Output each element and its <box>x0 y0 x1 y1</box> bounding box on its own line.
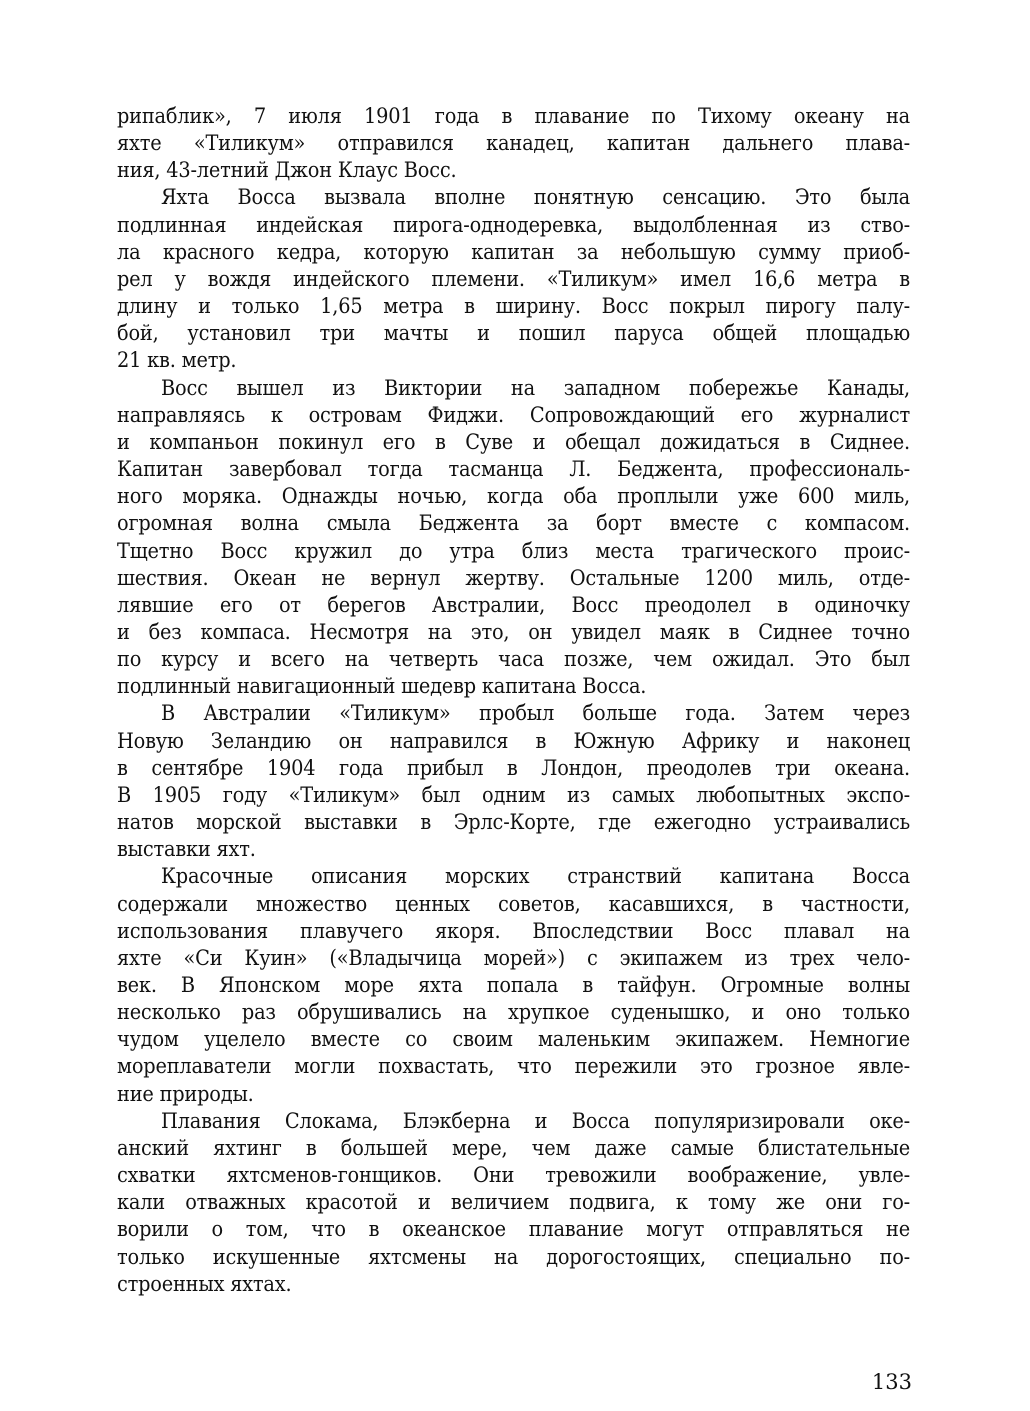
text-line: подлинная индейская пирога-однодеревка, выдолбленная из ство- <box>117 212 910 238</box>
text-line: выставки яхт. <box>117 837 256 863</box>
text-line: яхте «Тиликум» отправился канадец, капитан дальнего плава- <box>117 131 910 157</box>
paragraph <box>117 103 910 184</box>
text-line: В Австралии «Тиликум» пробыл больше года. Затем через <box>161 701 910 727</box>
text-line: ла красного кедра, которую капитан за небольшую сумму приоб- <box>117 239 910 265</box>
text-line: ния, 43-летний Джон Клаус Восс. <box>117 158 457 184</box>
text-line: бой, установил три мачты и пошил паруса общей площадью <box>117 321 910 347</box>
text-line: анский яхтинг в большей мере, чем даже самые блистательные <box>117 1135 910 1161</box>
text-line: натов морской выставки в Эрлс-Корте, где ежегодно устраивались <box>117 810 910 836</box>
paragraph <box>117 1108 910 1298</box>
text-line: схватки яхтсменов-гонщиков. Они тревожили воображение, увле- <box>117 1163 910 1189</box>
text-line: и компаньон покинул его в Суве и обещал дожидаться в Сиднее. <box>117 429 910 455</box>
text-line: в сентябре 1904 года прибыл в Лондон, преодолев три океана. <box>117 755 910 781</box>
page-number: 133 <box>871 1370 912 1394</box>
text-line: ние природы. <box>117 1081 254 1107</box>
text-line: Тщетно Восс кружил до утра близ места трагического проис- <box>117 538 910 564</box>
text-line: содержали множество ценных советов, касавшихся, в частности, <box>117 891 910 917</box>
text-line: использования плавучего якоря. Впоследствии Восс плавал на <box>117 918 910 944</box>
text-line: Капитан завербовал тогда тасманца Л. Беджента, профессиональ- <box>117 457 910 483</box>
text-line: кали отважных красотой и величием подвига, к тому же они го- <box>117 1190 910 1216</box>
text-line: рипаблик», 7 июля 1901 года в плавание по Тихому океану на <box>117 104 910 129</box>
paragraph <box>117 700 910 863</box>
text-line: лявшие его от берегов Австралии, Восс преодолел в одиночку <box>117 592 910 618</box>
text-line: Яхта Восса вызвала вполне понятную сенсацию. Это была <box>161 185 910 211</box>
text-line: Восс вышел из Виктории на западном побережье Канады, <box>161 375 910 401</box>
text-line: огромная волна смыла Беджента за борт вместе с компасом. <box>117 511 910 537</box>
text-line: В 1905 году «Тиликум» был одним из самых любопытных экспо- <box>117 782 910 808</box>
text-line: рел у вождя индейского племени. «Тиликум» имел 16,6 метра в <box>117 266 910 292</box>
text-line: строенных яхтах. <box>117 1271 292 1297</box>
text-line: яхте «Си Куин» («Владычица морей») с экипажем из трех чело- <box>117 945 910 971</box>
text-line: Плавания Слокама, Блэкберна и Восса популяризировали оке- <box>161 1108 910 1134</box>
text-line: мореплаватели могли похвастать, что пережили это грозное явле- <box>117 1054 910 1080</box>
text-line: век. В Японском море яхта попала в тайфун. Огромные волны <box>117 973 910 998</box>
text-line: чудом уцелело вместе со своим маленьким экипажем. Немногие <box>117 1027 910 1053</box>
text-line: Красочные описания морских странствий капитана Восса <box>161 864 910 890</box>
text-line: ного моряка. Однажды ночью, когда оба проплыли уже 600 миль, <box>117 484 910 510</box>
text-line: направляясь к островам Фиджи. Сопровождающий его журналист <box>117 402 910 428</box>
text-line: длину и только 1,65 метра в ширину. Восс покрыл пирогу палу- <box>117 294 910 320</box>
text-line: только искушенные яхтсмены на дорогостоящих, специально по- <box>117 1244 910 1270</box>
text-line: подлинный навигационный шедевр капитана Восса. <box>117 674 647 700</box>
text-line: и без компаса. Несмотря на это, он увидел маяк в Сиднее точно <box>117 619 910 645</box>
text-line: ворили о том, что в океанское плавание могут отправляться не <box>117 1217 910 1243</box>
paragraph <box>117 375 910 701</box>
paragraph <box>117 863 910 1107</box>
text-line: Новую Зеландию он направился в Южную Африку и наконец <box>117 728 910 754</box>
paragraph <box>117 184 910 374</box>
text-line: 21 кв. метр. <box>117 348 237 374</box>
text-line: по курсу и всего на четверть часа позже, чем ожидал. Это был <box>117 647 910 673</box>
text-line: несколько раз обрушивались на хрупкое суденышко, и оно только <box>117 1000 910 1026</box>
body-text <box>117 103 910 1298</box>
text-line: шествия. Океан не вернул жертву. Остальные 1200 миль, отде- <box>117 565 910 591</box>
